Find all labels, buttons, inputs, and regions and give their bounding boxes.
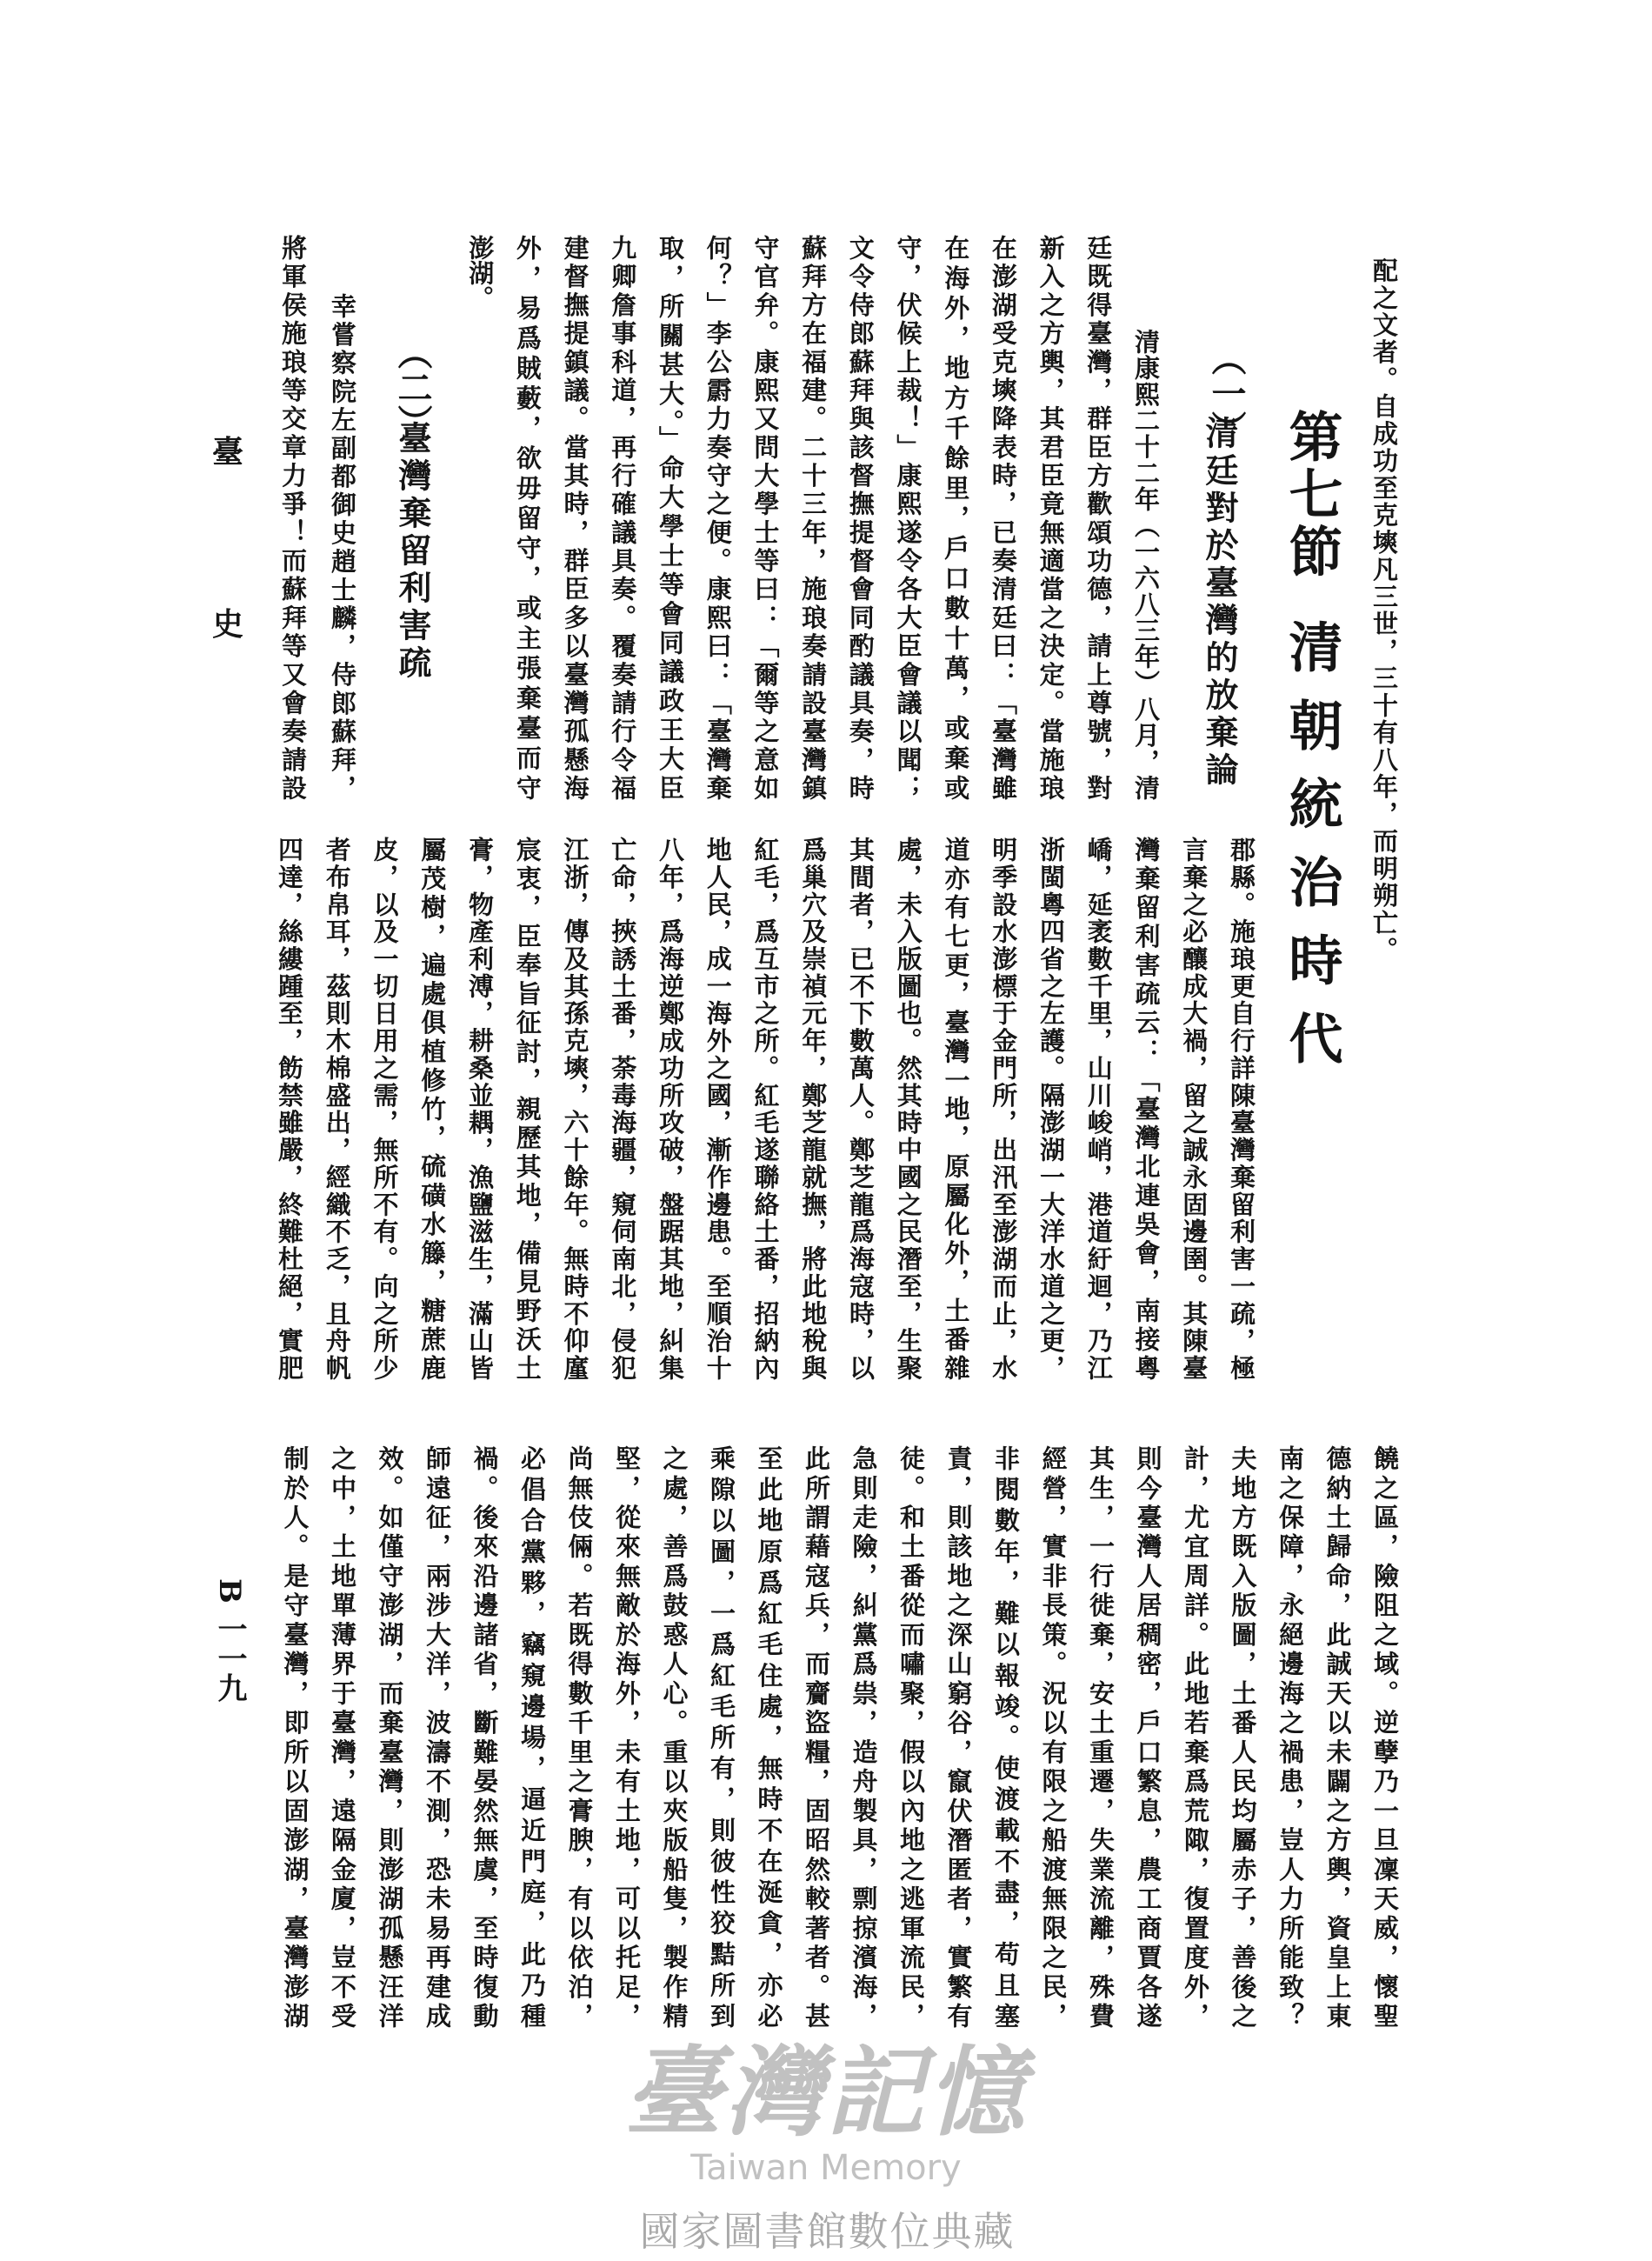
- text-column: 在澎湖受克塽降表時，已奏清廷曰：「臺灣雖: [988, 235, 1018, 800]
- text-column: 江浙，傳及其孫克塽，六十餘年。無時不仰廑: [560, 837, 590, 1380]
- text-column: 至此地原爲紅毛住處，無時不在涎貪，亦必: [754, 1445, 784, 2028]
- text-column: 幸嘗察院左副都御史趙士麟，侍郎蘇拜，: [328, 293, 357, 800]
- text-column: 計，尤宜周詳。此地若棄爲荒陬，復置度外，: [1181, 1445, 1210, 2028]
- text-column: 效。如僅守澎湖，而棄臺灣，則澎湖孤懸汪洋: [375, 1445, 405, 2028]
- text-column: 必倡合黨夥，竊窺邊場，逼近門庭，此乃種: [517, 1445, 547, 2028]
- text-column: 灣棄留利害疏云：「臺灣北連吳會，南接粵: [1131, 837, 1162, 1380]
- text-column: 屬茂樹，遍處俱植修竹，硫磺水籐，糖蔗鹿: [417, 837, 448, 1380]
- text-column: 四達，絲縷踵至，飭禁雖嚴，終難杜絕，實肥: [275, 837, 304, 1380]
- text-column: 之處，善爲鼓惑人心。重以夾版船隻，製作精: [659, 1445, 689, 2028]
- text-column: 則今臺灣人居稠密，戶口繁息，農工商賈各遂: [1133, 1445, 1163, 2028]
- section2-heading: 臺灣棄留利害疏: [393, 421, 432, 683]
- running-head-char: 史: [212, 606, 244, 643]
- text-column: 禍。後來沿邊諸省，斷難晏然無虞，至時復動: [470, 1445, 500, 2028]
- text-column: 文令侍郎蘇拜與該督撫提督會同酌議具奏，時: [845, 235, 876, 800]
- text-column: 皮，以及一切日用之需，無所不有。向之所少: [370, 837, 400, 1380]
- text-column: 膏，物產利溥，耕桑並耦，漁鹽滋生，滿山皆: [465, 837, 495, 1380]
- text-column: 非閱數年，難以報竣。使渡載不盡，苟且塞: [991, 1445, 1021, 2028]
- text-column: 其生，一行徙棄，安土重遷，失業流離，殊費: [1086, 1445, 1116, 2028]
- text-column: 外，易爲賊藪，欲毋留守，或主張棄臺而守: [512, 235, 543, 800]
- text-column: 制於人。是守臺灣，即所以固澎湖，臺灣澎湖: [280, 1445, 310, 2028]
- text-column: 取，所關甚大。」命大學士等會同議政王大臣: [656, 235, 685, 800]
- text-column: 地人民，成一海外之國，漸作邊患。至順治十: [703, 837, 733, 1380]
- text-column: 南之保障，永絕邊海之禍患，豈人力所能致？: [1276, 1445, 1305, 2028]
- text-column: 廷既得臺灣，群臣方歡頌功德，請上尊號，對: [1083, 235, 1114, 800]
- text-column: 在海外，地方千餘里，戶口數十萬，或棄或: [941, 235, 971, 800]
- chapter-number: 第七節: [1280, 409, 1343, 581]
- text-column: 經營，實非長策。況以有限之船渡無限之民，: [1038, 1445, 1069, 2028]
- page-number: B 一一九: [212, 1578, 247, 1703]
- text-column: 郡縣。施琅更自行詳陳臺灣棄留利害一疏，極: [1227, 837, 1256, 1380]
- section2-number: （二）: [392, 335, 433, 439]
- section1-heading: 清廷對於臺灣的放棄論: [1200, 416, 1239, 790]
- library-footer: 國家圖書館數位典藏: [639, 2208, 1016, 2255]
- text-column: 道亦有七更，臺灣一地，原屬化外，土番雜: [941, 837, 971, 1380]
- text-column: 急則走險，糾黨爲祟，造舟製具，剽掠濱海，: [849, 1445, 879, 2028]
- text-column: 清康熙二十二年（一六八三年）八月，清: [1131, 329, 1161, 800]
- text-column: 明季設水澎標于金門所，出汛至澎湖而止，水: [989, 837, 1019, 1380]
- text-column: 蘇拜方在福建。二十三年，施琅奏請設臺灣鎮: [798, 235, 829, 800]
- text-column: 夫地方既入版圖，土番人民均屬赤子，善後之: [1228, 1445, 1258, 2028]
- watermark-logo: [583, 2036, 1069, 2189]
- text-column: 徒。和土番從而嘯聚，假以內地之逃軍流民，: [896, 1445, 926, 2028]
- text-column: 宸衷，臣奉旨征討，親歷其地，備見野沃土: [512, 837, 543, 1380]
- text-column: 其間者，已不下數萬人。鄭芝龍爲海寇時，以: [846, 837, 876, 1380]
- text-column: 八年，爲海逆鄭成功所攻破，盤踞其地，糾集: [656, 837, 685, 1380]
- text-column: 新入之方輿，其君臣竟無適當之決定。當施琅: [1036, 235, 1066, 800]
- text-column: 爲巢穴及崇禎元年，鄭芝龍就撫，將此地稅與: [798, 837, 829, 1380]
- text-column: 亡命，挾誘土番，荼毒海疆，窺伺南北，侵犯: [608, 837, 638, 1380]
- text-column: 者布帛耳，茲則木棉盛出，經織不乏，且舟帆: [322, 837, 352, 1380]
- text-column: 之中，土地單薄界于臺灣，遠隔金廈，豈不受: [328, 1445, 357, 2028]
- text-column: 此所謂藉寇兵，而齎盜糧，固昭然較著者。甚: [802, 1445, 831, 2028]
- text-column: 饒之區，險阻之域。逆孽乃一旦凜天威，懷聖: [1370, 1445, 1400, 2028]
- text-column: 責，則該地之深山窮谷，竄伏潛匿者，實繁有: [943, 1445, 974, 2028]
- text-column: 德納土歸命，此誠天以未闢之方輿，資皇上東: [1322, 1445, 1353, 2028]
- text-column: 師遠征，兩涉大洋，波濤不測，恐未易再建成: [423, 1445, 452, 2028]
- text-column: 處，未入版圖也。然其時中國之民潛至，生聚: [893, 837, 923, 1380]
- text-column: 言棄之必釀成大禍，留之誠永固邊圉。其陳臺: [1179, 837, 1209, 1380]
- text-column: 建督撫提鎮議。當其時，群臣多以臺灣孤懸海: [560, 235, 590, 800]
- running-head-char: 臺: [212, 434, 244, 470]
- text-column: 澎湖。: [465, 235, 496, 310]
- text-column: 何？」李公霨力奏守之便。康熙曰：「臺灣棄: [703, 235, 733, 800]
- text-column: 尚無伎倆。若既得數千里之膏腴，有以依泊，: [564, 1445, 595, 2028]
- text-column: 堅，從來無敵於海外，未有土地，可以托足，: [612, 1445, 642, 2028]
- text-column: 將軍侯施琅等交章力爭！而蘇拜等又會奏請設: [278, 235, 308, 800]
- text-column: 嶠，延袤數千里，山川峻峭，港道紆迴，乃江: [1083, 837, 1114, 1380]
- chapter-name: 清朝統治時代: [1280, 619, 1343, 1089]
- watermark-cn: 臺灣記憶: [624, 2036, 1028, 2150]
- text-column: 浙閩粵四省之左護。隔澎湖一大洋水道之更，: [1036, 837, 1066, 1380]
- text-column: 乘隙以圖，一爲紅毛所有，則彼性狡黠所到: [707, 1445, 736, 2028]
- section1-number: （一）: [1206, 341, 1247, 445]
- text-column: 守官弁。康熙又問大學士等曰：「爾等之意如: [750, 235, 781, 800]
- text-column: 紅毛，爲互市之所。紅毛遂聯絡土番，招納內: [750, 837, 781, 1380]
- carry-over-line: 配之文者。自成功至克塽凡三世，三十有八年，而明朔亡。: [1369, 257, 1399, 962]
- chapter-title: [1278, 409, 1344, 1089]
- watermark-en: Taiwan Memory: [690, 2148, 962, 2188]
- text-column: 守，伏候上裁！」康熙遂令各大臣會議以聞；: [893, 235, 923, 800]
- text-column: 九卿詹事科道，再行確議具奏。覆奏請行令福: [608, 235, 638, 800]
